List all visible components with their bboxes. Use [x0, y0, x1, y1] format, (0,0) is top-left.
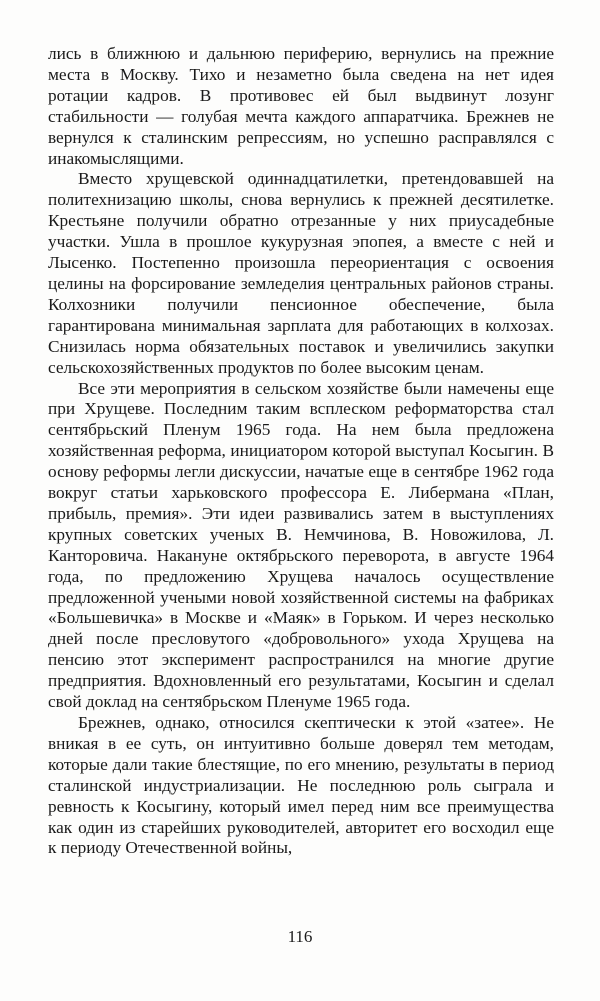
paragraph-2: Вместо хрущевской одиннадцатилетки, претендовавшей на политехнизацию школы, снова вернулись к прежней десятилетке. Крестьяне получили обратно отрезанные у них приусадебные участки. Ушла в прошлое кукурузная эпопея, а вместе с ней и Лысенко. Постепенно произошла переориентация с освоения целины на форсирование земледелия центральных районов страны. Колхозники получили пенсионное обеспечение, была гарантирована минимальная зарплата для работающих в колхозах. Снизилась норма обязательных поставок и увеличились закупки сельскохозяйственных продуктов по более высоким ценам.: [48, 169, 554, 377]
page-number: 116: [287, 927, 313, 946]
paragraph-1: лись в ближнюю и дальнюю периферию, вернулись на прежние места в Москву. Тихо и незаметно была сведена на нет идея ротации кадров. В противовес ей был выдвинут лозунг стабильности — голубая мечта каждого аппаратчика. Брежнев не вернулся к сталинским репрессиям, но успешно расправлялся с инакомыслящими.: [48, 44, 554, 168]
paragraph-4: Брежнев, однако, относился скептически к этой «затее». Не вникая в ее суть, он интуитивно больше доверял тем методам, которые дали такие блестящие, по его мнению, результаты в период сталинской индустриализации. Не последнюю роль сыграла и ревность к Косыгину, который имел перед ним все преимущества как один из старейших руководителей, авторитет его восходил еще к периоду Отечественной войны,: [48, 713, 554, 858]
body-text: [48, 44, 554, 859]
paragraph-3: Все эти мероприятия в сельском хозяйстве были намечены еще при Хрущеве. Последним таким всплеском реформаторства стал сентябрьский Пленум 1965 года. На нем была предложена хозяйственная реформа, инициатором которой выступал Косыгин. В основу реформы легли дискуссии, начатые еще в сентябре 1962 года вокруг статьи харьковского профессора Е. Либермана «План, прибыль, премия». Эти идеи развивались затем в выступлениях крупных советских ученых В. Немчинова, В. Новожилова, Л. Канторовича. Накануне октябрьского переворота, в августе 1964 года, по предложению Хрущева началось осуществление предложенной учеными новой хозяйственной системы на фабриках «Большевичка» в Москве и «Маяк» в Горьком. И через несколько дней после пресловутого «добровольного» ухода Хрущева на пенсию этот эксперимент распространился на многие другие предприятия. Вдохновленный его результатами, Косыгин и сделал свой доклад на сентябрьском Пленуме 1965 года.: [48, 378, 554, 712]
